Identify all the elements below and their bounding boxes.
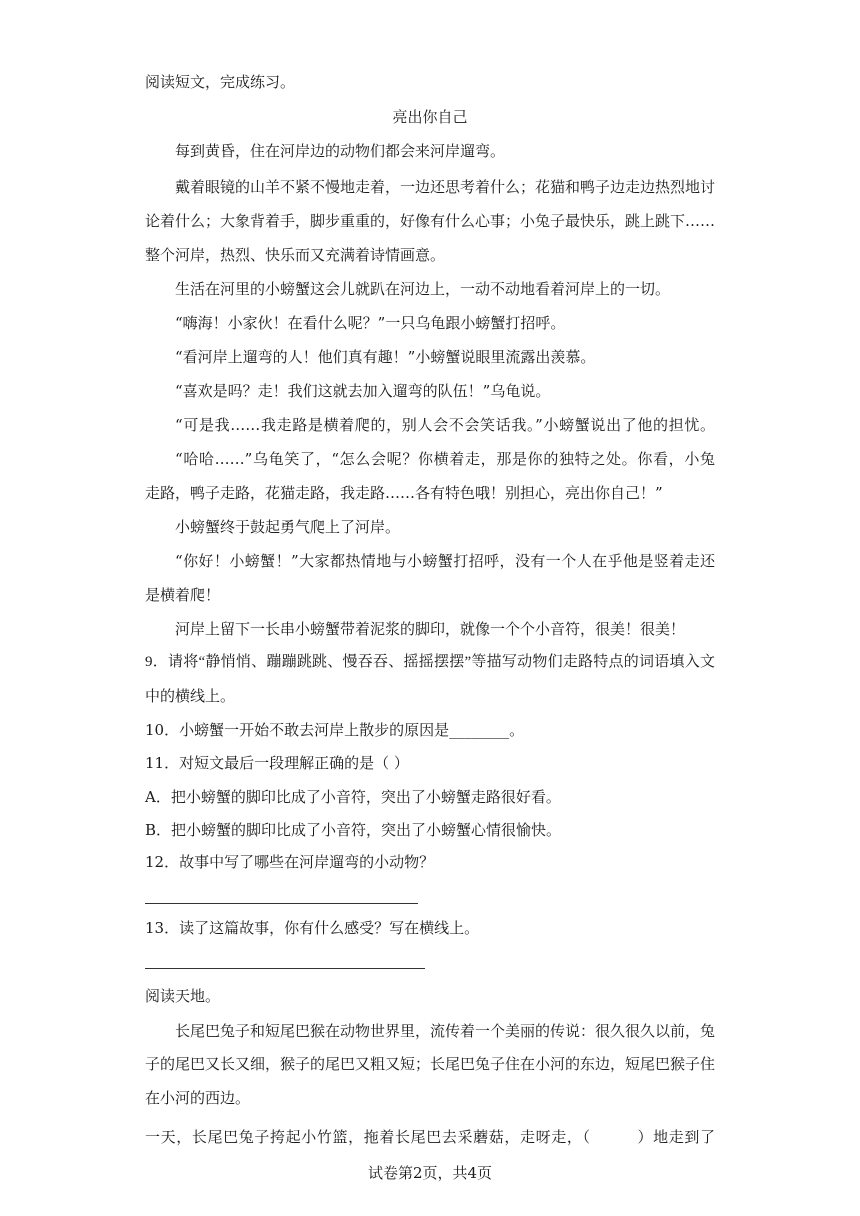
question-12: 12．故事中写了哪些在河岸遛弯的小动物？ <box>145 853 435 871</box>
paragraph: “你好！小螃蟹！”大家都热情地与小螃蟹打招呼，没有一个人在乎他是竖着走还 <box>175 552 715 570</box>
article-title: 亮出你自己 <box>392 108 468 126</box>
section-intro: 阅读短文，完成练习。 <box>145 73 296 91</box>
answer-line <box>145 903 418 904</box>
paragraph: 在小河的西边。 <box>145 1089 251 1107</box>
paragraph: 是横着爬！ <box>145 586 221 604</box>
answer-line <box>145 968 425 969</box>
paragraph: 小螃蟹终于鼓起勇气爬上了河岸。 <box>175 518 401 536</box>
option-b: B．把小螃蟹的脚印比成了小音符，突出了小螃蟹心情很愉快。 <box>145 821 562 839</box>
question-10: 10．小螃蟹一开始不敢去河岸上散步的原因是________。 <box>145 721 525 739</box>
paragraph: 生活在河里的小螃蟹这会儿就趴在河边上，一动不动地看着河岸上的一切。 <box>175 280 671 298</box>
question-11: 11．对短文最后一段理解正确的是（ ） <box>145 754 409 772</box>
paragraph: 子的尾巴又长又细，猴子的尾巴又粗又短；长尾巴兔子住在小河的东边，短尾巴猴子住 <box>145 1055 716 1073</box>
paragraph: “可是我……我走路是横着爬的，别人会不会笑话我。”小螃蟹说出了他的担忧。 <box>175 416 715 434</box>
option-a: A．把小螃蟹的脚印比成了小音符，突出了小螃蟹走路很好看。 <box>145 788 561 806</box>
paragraph: 河岸上留下一长串小螃蟹带着泥浆的脚印，就像一个个小音符，很美！很美！ <box>175 620 686 638</box>
question-13: 13．读了这篇故事，你有什么感受？写在横线上。 <box>145 919 480 937</box>
paragraph: “看河岸上遛弯的人！他们真有趣！”小螃蟹说眼里流露出羡慕。 <box>175 348 596 366</box>
paragraph: 戴着眼镜的山羊不紧不慢地走着，一边还思考着什么；花猫和鸭子边走边热烈地讨 <box>175 178 716 196</box>
paragraph: 每到黄昏，住在河岸边的动物们都会来河岸遛弯。 <box>175 142 506 160</box>
question-9: 9．请将“静悄悄、蹦蹦跳跳、慢吞吞、摇摇摆摆”等描写动物们走路特点的词语填入文 <box>145 654 715 670</box>
paragraph: “喜欢是吗？走！我们这就去加入遛弯的队伍！”乌龟说。 <box>175 382 551 400</box>
paragraph: 论着什么；大象背着手，脚步重重的，好像有什么心事；小兔子最快乐，跳上跳下…… <box>145 212 716 230</box>
page-footer: 试卷第2页，共4页 <box>367 1164 493 1182</box>
paragraph: 一天，长尾巴兔子挎起小竹篮，拖着长尾巴去采蘑菇，走呀走，（ ）地走到了 <box>145 1128 715 1146</box>
paragraph: 整个河岸，热烈、快乐而又充满着诗情画意。 <box>145 246 446 264</box>
section-intro: 阅读天地。 <box>145 987 221 1005</box>
question-9-cont: 中的横线上。 <box>145 687 236 705</box>
paragraph: 走路，鸭子走路，花猫走路，我走路……各有特色哦！别担心，亮出你自己！” <box>145 484 663 502</box>
paragraph: “嗨海！小家伙！在看什么呢？”一只乌龟跟小螃蟹打招呼。 <box>175 314 566 332</box>
paragraph: 长尾巴兔子和短尾巴猴在动物世界里，流传着一个美丽的传说：很久很久以前，兔 <box>175 1022 716 1040</box>
paragraph: “哈哈……”乌龟笑了，“怎么会呢？你横着走，那是你的独特之处。你看，小兔 <box>175 450 715 468</box>
